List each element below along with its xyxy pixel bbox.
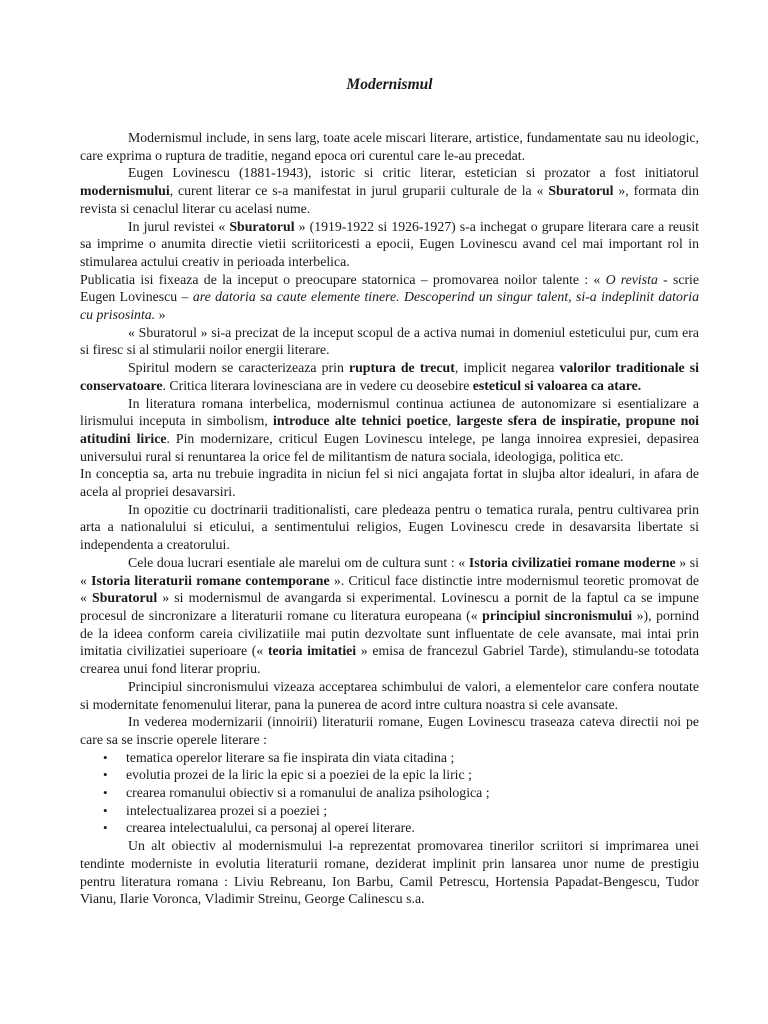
paragraph-1: Modernismul include, in sens larg, toate acele miscari literare, artistice, fundamentate sau nu ideologic, care exprima o ruptura de traditie, negand epoca ori curentul care le-au precedat.	[80, 130, 699, 163]
bold-text: largeste sfera de inspiratie, propune noi atitudini lirice	[80, 413, 699, 446]
document-body	[80, 129, 699, 908]
bold-text: Istoria literaturii romane contemporane	[91, 572, 330, 588]
bullet-icon: •	[103, 785, 108, 801]
italic-text: O revista -	[605, 271, 668, 287]
bullet-icon: •	[103, 820, 108, 836]
italic-text: are datoria sa caute elemente tinere. Descoperind un singur talent, si-a indeplinit datoria cu prisosinta.	[80, 289, 699, 323]
paragraph-2: Eugen Lovinescu (1881-1943), istoric si critic literar, estetician si prozator a fost initiatorul modernismului, curent literar ce s-a manifestat in jurul gruparii culturale de la « Sburatorul », formata din revista si cenaclul literar cu acelasi nume.	[80, 165, 699, 216]
bold-text: ruptura de trecut	[349, 360, 455, 376]
document-title: Modernismul	[346, 76, 433, 93]
list-item: • crearea intelectualului, ca personaj al operei literare.	[103, 820, 415, 836]
bullet-icon: •	[103, 802, 108, 818]
list-item: • crearea romanului obiectiv si a romanului de analiza psihologica ;	[103, 785, 490, 801]
paragraph-4: Publicatia isi fixeaza de la inceput o preocupare statornica – promovarea noilor talente : « O revista - scrie Eugen Lovinescu – are datoria sa caute elemente tinere. Descoperind un singur talent, si-a indeplinit datoria cu prisosinta. »	[80, 271, 700, 323]
paragraph-7: In literatura romana interbelica, modernismul continua actiunea de autonomizare si esentializare a lirismului inceputa in simbolism, introduce alte tehnici poetice, largeste sfera de inspiratie, propune noi atitudini lirice. Pin modernizare, criticul Eugen Lovinescu intelege, pe langa innoirea expresiei, depasirea universului rural si renuntarea la orice fel de militantism de natura sociala, ideologiga, politica etc.	[80, 395, 699, 464]
bold-text: teoria imitatiei	[267, 643, 357, 659]
bold-text: principiul sincronismului	[482, 607, 633, 623]
bold-text: Istoria civilizatiei romane moderne	[468, 554, 676, 570]
list-item: • tematica operelor literare sa fie inspirata din viata citadina ;	[103, 749, 455, 765]
list-item: • intelectualizarea prozei si a poeziei ;	[103, 802, 328, 818]
bold-text: valorilor traditionale si conservatoare	[80, 360, 699, 393]
bold-text: esteticul si valoarea ca atare.	[472, 377, 642, 393]
bullet-icon: •	[103, 749, 108, 765]
bold-text: modernismului	[80, 183, 170, 199]
paragraph-3: In jurul revistei « Sburatorul » (1919-1922 si 1926-1927) s-a inchegat o grupare literara care a reusit sa imprime o anumita directie vietii scriitoricesti a epocii, Eugen Lovinescu avand cel mai important rol in stimularea actului creativ in perioada interbelica.	[80, 218, 699, 269]
paragraph-5: « Sburatorul » si-a precizat de la inceput scopul de a activa numai in domeniul esteticului pur, cum era si firesc si al stimularii noilor energii literare.	[80, 324, 699, 358]
bold-text: introduce alte tehnici poetice	[273, 413, 448, 429]
bullet-icon: •	[103, 767, 108, 783]
directions-list	[80, 749, 699, 838]
list-item: • evolutia prozei de la liric la epic si a poeziei de la epic la liric ;	[103, 767, 472, 783]
paragraph-9: In opozitie cu doctrinarii traditionalisti, care pledeaza pentru o tematica rurala, pentru cultivarea prin arta a nationalului si eticului, a sentimentului religios, Eugen Lovinescu crede in desavarsita libertate si independenta a creatorului.	[80, 501, 699, 553]
bold-text: Sburatorul	[548, 183, 614, 199]
paragraph-8: In conceptia sa, arta nu trebuie ingradita in niciun fel si nici angajata fortat in slujba altor idealuri, in afara de acela al propriei desavarsiri.	[80, 466, 699, 500]
bold-text: Sburatorul	[229, 218, 295, 234]
paragraph-12: In vederea modernizarii (innoirii) literaturii romane, Eugen Lovinescu traseaza cateva directii noi pe care sa se inscrie operele literare :	[80, 714, 699, 747]
paragraph-10: Cele doua lucrari esentiale ale marelui om de cultura sunt : « Istoria civilizatiei romane moderne » si « Istoria literaturii romane contemporane ». Criticul face distinctie intre modernismul teoretic promovat de « Sburatorul » si modernismul de avangarda si experimental. Lovinescu a pornit de la faptul ca se impune procesul de sincronizare a literaturii romane cu literatura europeana (« principiul sincronismului »), pornind de la ideea conform careia civilizatiile mai putin dezvoltate sunt influentate de cele avansate, mai intai prin imitatia civilizatiei superioare (« teoria imitatiei » emisa de francezul Gabriel Tarde), stimulandu-se totodata crearea unui fond literar propriu.	[80, 554, 699, 677]
document-page	[80, 0, 699, 908]
paragraph-11: Principiul sincronismului vizeaza acceptarea schimbului de valori, a elementelor care confera noutate si modernitate fenomenului literar, pana la punerea de acord intre cultura noastra si cele avansate.	[80, 678, 699, 712]
paragraph-6: Spiritul modern se caracterizeaza prin ruptura de trecut, implicit negarea valorilor traditionale si conservatoare. Critica literara lovinesciana are in vedere cu deosebire esteticul si valoarea ca atare.	[80, 360, 699, 393]
paragraph-closing: Un alt obiectiv al modernismului l-a reprezentat promovarea tinerilor scriitori si imprimarea unei tendinte moderniste in evolutia literaturii romane, deziderat implinit prin lansarea unor nume de prestigiu pentru literatura romana : Liviu Rebreanu, Ion Barbu, Camil Petrescu, Hortensia Papadat-Bengescu, Tudor Vianu, Ilarie Voronca, Vladimir Streinu, George Calinescu s.a.	[80, 838, 699, 907]
bold-text: Sburatorul	[92, 590, 158, 606]
